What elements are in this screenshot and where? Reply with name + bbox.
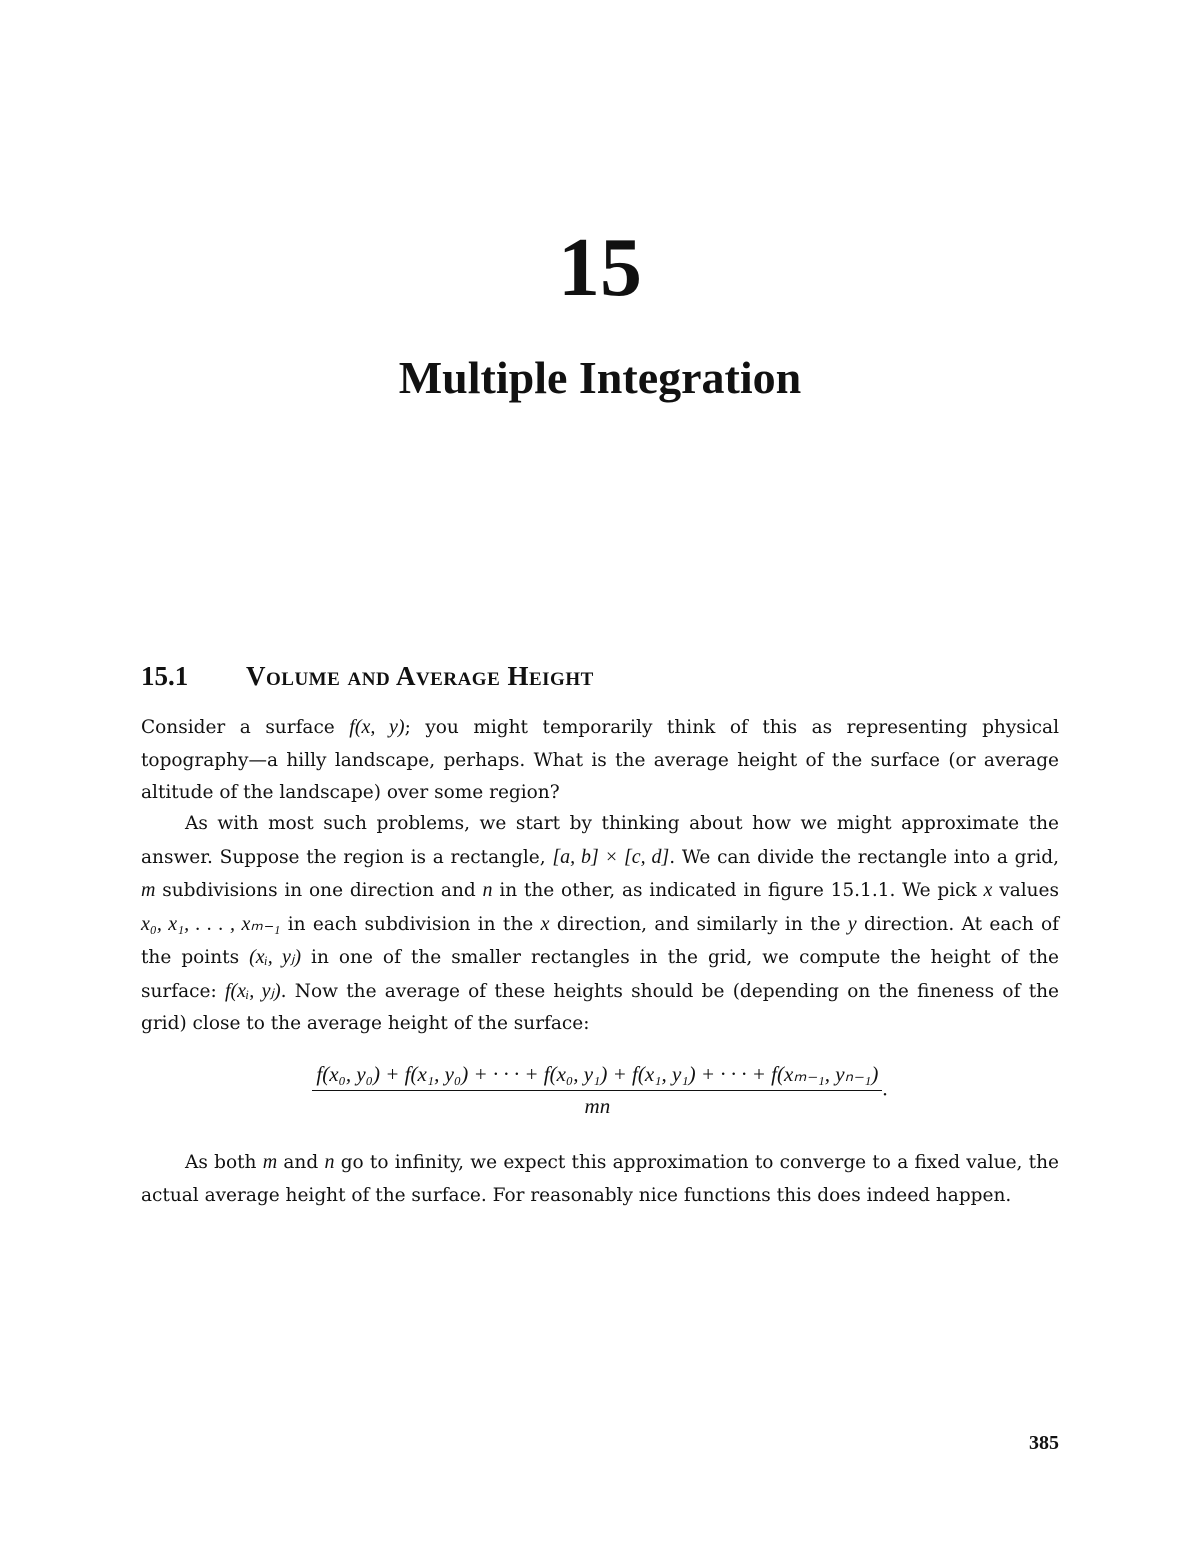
paragraph-convergence	[141, 1146, 1059, 1212]
math-inline: n	[324, 1151, 335, 1173]
math-inline: f(xᵢ, yⱼ)	[224, 979, 281, 1002]
math-inline: x₀, x₁, . . . , xₘ₋₁	[141, 912, 281, 935]
chapter-number: 15	[558, 221, 642, 314]
math-inline: y	[847, 912, 857, 935]
text-run: direction, and similarly in the	[549, 913, 848, 935]
math-inline: [a, b] × [c, d]	[552, 845, 670, 868]
formula-numerator: f(x₀, y₀) + f(x₁, y₀) + · · · + f(x₀, y₁) + f(x₁, y₁) + · · · + f(xₘ₋₁, yₙ₋₁)	[312, 1062, 882, 1091]
text-run: values	[992, 880, 1059, 901]
section-title: Volume and Average Height	[246, 661, 594, 691]
formula-denominator: mn	[584, 1094, 611, 1118]
text-run: ; you might temporarily think of this as representing physical topography—a hilly landscape, perhaps. What is the average height of the surface (or average altitude of the landscape) over some region?	[141, 717, 1059, 803]
math-inline: n	[482, 879, 493, 901]
paragraph-approximation	[141, 808, 1059, 1041]
chapter-title: Multiple Integration	[398, 352, 802, 403]
math-inline: m	[262, 1151, 278, 1173]
math-inline: (xᵢ, yⱼ)	[249, 946, 301, 968]
text-run: As both	[185, 1152, 263, 1173]
math-inline: x	[983, 879, 993, 901]
text-run: As with most such problems, we start by thinking about how we might approximate the answer. Suppose the region is a rectangle,	[141, 813, 1059, 868]
text-run: in the other, as indicated in figure 15.1.1. We pick	[492, 880, 984, 901]
text-run: in each subdivision in the	[280, 913, 541, 935]
text-run: . We can divide the rectangle into a grid,	[669, 846, 1059, 868]
math-inline: m	[141, 879, 156, 901]
text-run: subdivisions in one direction and	[155, 880, 483, 901]
fraction	[312, 1062, 882, 1119]
text-run: direction. At each of the points	[141, 913, 1059, 968]
text-run: go to infinity, we expect this approximation to converge to a fixed value, the actual average height of the surface. For reasonably nice functions this does indeed happen.	[141, 1152, 1059, 1206]
formula-period: .	[882, 1076, 888, 1101]
page-number: 385	[1029, 1432, 1059, 1454]
paragraph-intro	[141, 711, 1059, 810]
section-number: 15.1	[141, 661, 189, 691]
section-heading	[141, 658, 594, 694]
text-run: and	[277, 1152, 325, 1173]
text-run: . Now the average of these heights should be (depending on the fineness of the grid) close to the average height of the surface:	[141, 980, 1059, 1034]
text-run: Consider a surface	[141, 717, 350, 738]
text-run: in one of the smaller rectangles in the grid, we compute the height of the surface:	[141, 947, 1059, 1002]
math-inline: f(x, y)	[349, 716, 405, 738]
average-height-formula	[141, 1062, 1059, 1119]
math-inline: x	[540, 912, 550, 935]
